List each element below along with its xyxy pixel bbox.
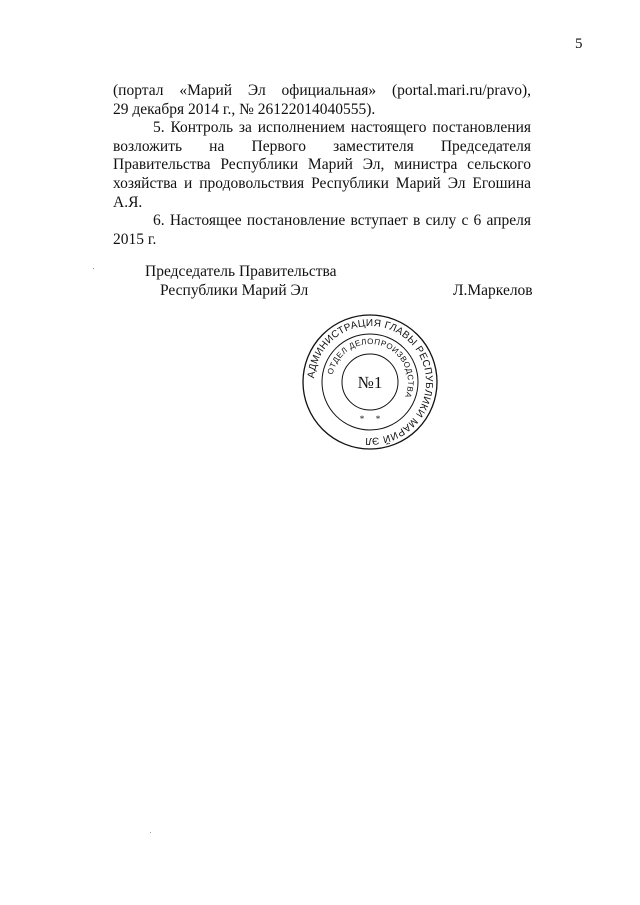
signature-position-line2: Республики Марий Эл: [160, 282, 309, 299]
scan-speck: [150, 832, 151, 833]
official-stamp: [300, 312, 440, 452]
stamp-center-number: №1: [357, 373, 383, 392]
document-body: [113, 82, 531, 249]
signature-position-line1: Председатель Правительства: [145, 263, 337, 280]
paragraph-item-6: 6. Настоящее постановление вступает в силу с 6 апреля 2015 г.: [113, 212, 531, 248]
paragraph-continuation-line1: (портал «Марий Эл официальная» (portal.mari.ru/pravo),: [113, 82, 531, 99]
page-number: 5: [575, 36, 583, 52]
stamp-star-icon: *: [359, 414, 365, 424]
stamp-inner-text: ОТДЕЛ ДЕЛОПРОИЗВОДСТВА: [325, 336, 416, 400]
stamp-outer-text: АДМИНИСТРАЦИЯ ГЛАВЫ РЕСПУБЛИКИ МАРИЙ ЭЛ: [306, 317, 435, 447]
signatory-name: Л.Маркелов: [453, 282, 533, 299]
stamp-star-icon: *: [375, 414, 381, 424]
scan-speck: [93, 268, 94, 269]
paragraph-item-5: 5. Контроль за исполнением настоящего постановления возложить на Первого заместителя Председателя Правительства Республики Марий Эл, министра сельского хозяйства и продовольствия Республики Марий Эл Егошина А.Я.: [113, 119, 531, 211]
paragraph-continuation-line2: 29 декабря 2014 г., № 26122014040555).: [113, 100, 376, 118]
